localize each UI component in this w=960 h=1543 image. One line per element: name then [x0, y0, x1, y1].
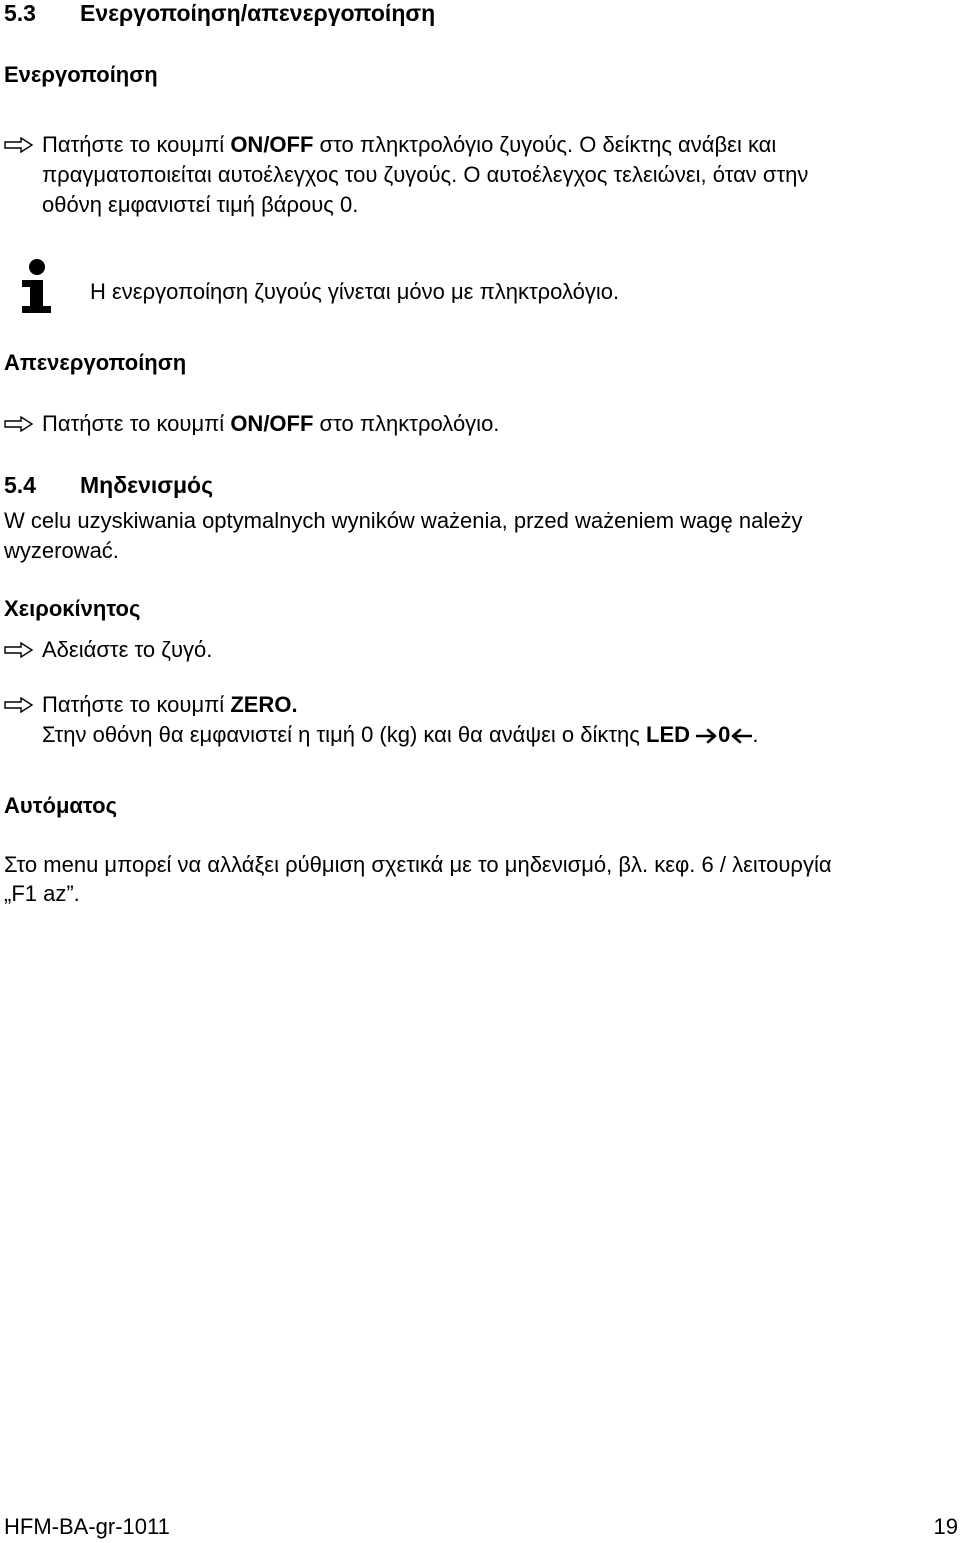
power-on-step-line2: πραγματοποιείται αυτοέλεγχος του ζυγούς. Ο αυτοέλεγχος τελειώνει, όταν στην	[42, 162, 809, 187]
power-on-heading: Ενεργοποίηση	[4, 62, 158, 87]
onoff-key: ON/OFF	[230, 411, 314, 436]
manual-step2	[42, 690, 298, 720]
power-on-step-line3: οθόνη εμφανιστεί τιμή βάρους 0.	[42, 192, 359, 217]
step-text: Στην οθόνη θα εμφανιστεί η τιμή 0 (kg) και θα ανάψει ο δίκτης	[42, 722, 647, 747]
hollow-arrow-icon	[4, 137, 34, 153]
section-title-5-3: Ενεργοποίηση/απενεργοποίηση	[80, 0, 436, 26]
step-text: .	[291, 692, 298, 717]
manual-heading: Χειροκίνητος	[4, 596, 141, 621]
footer-page-number: 19	[933, 1514, 958, 1539]
onoff-key: ON/OFF	[230, 132, 314, 157]
section-title-5-4: Μηδενισμός	[80, 472, 214, 498]
automatic-line1: Στο menu μπορεί να αλλάξει ρύθμιση σχετικά με το μηδενισμό, βλ. κεφ. 6 / λειτουργία	[4, 852, 832, 877]
power-on-note: Η ενεργοποίηση ζυγούς γίνεται μόνο με πληκτρολόγιο.	[90, 279, 620, 304]
step-text: Πατήστε το κουμπί	[42, 411, 231, 436]
power-off-heading: Απενεργοποίηση	[4, 350, 187, 375]
automatic-heading: Αυτόματος	[4, 793, 118, 818]
zeroing-intro-line1: W celu uzyskiwania optymalnych wyników ważenia, przed ważeniem wagę należy	[4, 508, 803, 533]
step-text: στο πληκτρολόγιο.	[313, 411, 500, 436]
footer-doc-id: HFM-BA-gr-1011	[4, 1514, 170, 1539]
step-text: .	[752, 722, 759, 747]
manual-step2-line2	[42, 720, 759, 752]
right-arrow-icon	[696, 722, 718, 752]
power-off-step	[42, 409, 499, 439]
led-zero-indicator: 0	[718, 722, 731, 747]
automatic-line2: „F1 az”.	[4, 881, 80, 906]
info-icon	[18, 258, 56, 314]
left-arrow-icon	[730, 722, 752, 752]
hollow-arrow-icon	[4, 642, 34, 658]
hollow-arrow-icon	[4, 697, 34, 713]
led-label: LED	[646, 722, 691, 747]
step-text: στο πληκτρολόγιο ζυγούς. Ο δείκτης ανάβει και	[313, 132, 777, 157]
zeroing-intro-line2: wyzerować.	[4, 538, 119, 563]
section-number-5-3: 5.3	[4, 0, 36, 26]
section-number-5-4: 5.4	[4, 472, 36, 498]
power-on-step-line1	[42, 130, 776, 160]
hollow-arrow-icon	[4, 416, 34, 432]
manual-step1: Αδειάστε το ζυγό.	[42, 637, 213, 662]
step-text: Πατήστε το κουμπί	[42, 692, 231, 717]
step-text: Πατήστε το κουμπί	[42, 132, 231, 157]
zero-key: ZERO	[230, 692, 292, 717]
